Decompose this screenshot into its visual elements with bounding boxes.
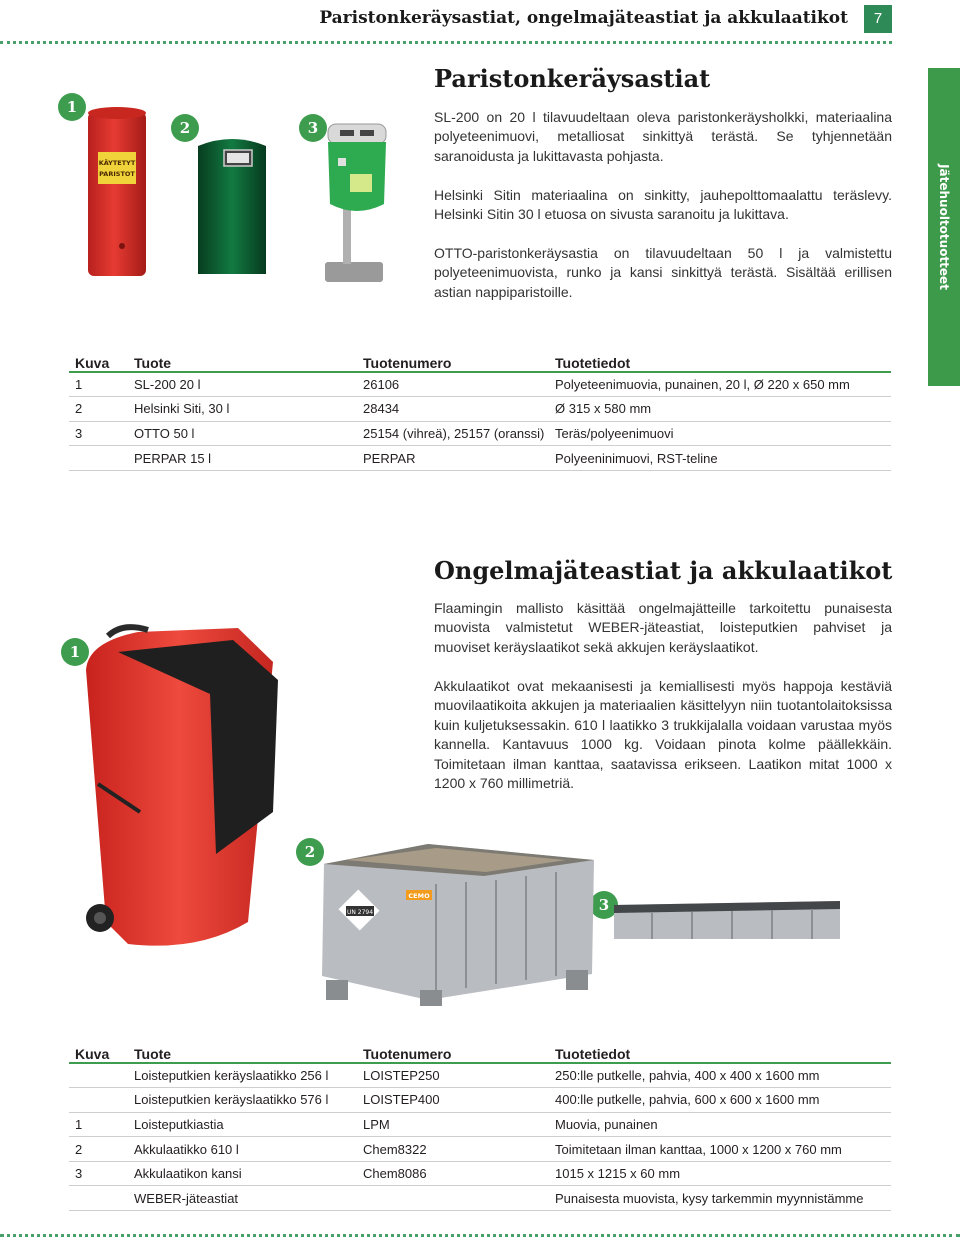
helsinki-siti-bin-image: [194, 132, 270, 278]
cell-tuote: Loisteputkien keräyslaatikko 256 l: [128, 1063, 357, 1088]
section2-title: Ongelmajäteastiat ja akkulaatikot: [434, 556, 893, 585]
sticker-text-line2: PARISTOT: [99, 170, 135, 178]
col-header-kuva: Kuva: [69, 1039, 128, 1063]
cell-tuotenumero: LOISTEP400: [357, 1088, 549, 1113]
cell-kuva: [69, 1186, 128, 1211]
cell-tuote: PERPAR 15 l: [128, 446, 357, 471]
cell-tuote: Loisteputkien keräyslaatikko 576 l: [128, 1088, 357, 1113]
product-badge-2: 2: [296, 838, 324, 866]
section2-paragraph-1: Flaamingin mallisto käsittää ongelmajätteille tarkoitettu punaisesta muovista valmistetut WEBER-jäteastiat, loisteputkien pahviset ja muoviset keräyslaatikot sekä akkujen keräyslaatikot.: [434, 600, 892, 655]
cell-tuotetiedot: Toimitetaan ilman kanttaa, 1000 x 1200 x 760 mm: [549, 1137, 891, 1162]
table-header-row: [69, 348, 891, 372]
product-badge-2: 2: [171, 114, 199, 142]
table-row: [69, 1186, 891, 1211]
cell-tuotenumero: 25154 (vihreä), 25157 (oranssi): [357, 421, 549, 446]
cell-tuotenumero: 28434: [357, 397, 549, 422]
section2-product-table: [69, 1039, 891, 1211]
cell-kuva: 3: [69, 1161, 128, 1186]
cell-tuotenumero: Chem8086: [357, 1161, 549, 1186]
cell-tuotenumero: [357, 1186, 549, 1211]
cell-tuotetiedot: Polyeteenimuovia, punainen, 20 l, Ø 220 x 650 mm: [549, 372, 891, 397]
cell-tuotenumero: Chem8322: [357, 1137, 549, 1162]
col-header-tuotenumero: Tuotenumero: [357, 348, 549, 372]
cell-tuotetiedot: Polyeeninimuovi, RST-teline: [549, 446, 891, 471]
sl200-battery-holder-image: [84, 104, 150, 282]
cell-tuote: Loisteputkiastia: [128, 1112, 357, 1137]
col-header-tuotetiedot: Tuotetiedot: [549, 1039, 891, 1063]
table-row: [69, 1063, 891, 1088]
table-row: [69, 1088, 891, 1113]
otto-battery-bin-image: [318, 122, 388, 284]
section1-paragraph-1: SL-200 on 20 l tilavuudeltaan oleva paristonkeräysholkki, materiaalina polyeteenimuovi, metalliosat sinkittyä terästä. Se tyhjennetään saranoidusta ja lukittavasta pohjasta.: [434, 109, 892, 164]
cell-kuva: [69, 1063, 128, 1088]
cell-tuotenumero: LOISTEP250: [357, 1063, 549, 1088]
page-header-title: Paristonkeräysastiat, ongelmajäteastiat ja akkulaatikot: [319, 8, 848, 28]
page-number: 7: [864, 5, 892, 33]
cell-kuva: 2: [69, 397, 128, 422]
cell-tuotetiedot: Punaisesta muovista, kysy tarkemmin myynnistämme: [549, 1186, 891, 1211]
product-badge-3: 3: [590, 891, 618, 919]
cell-tuotenumero: 26106: [357, 372, 549, 397]
battery-box-610-image: [316, 840, 598, 1008]
table-row: [69, 421, 891, 446]
section1-paragraph-2: Helsinki Sitin materiaalina on sinkitty, jauhepolttomaalattu teräslevy. Helsinki Sitin 30 l etuosa on sivusta saranoitu ja lukittava.: [434, 187, 892, 223]
cell-tuote: Helsinki Siti, 30 l: [128, 397, 357, 422]
cell-tuotetiedot: 250:lle putkelle, pahvia, 400 x 400 x 1600 mm: [549, 1063, 891, 1088]
col-header-kuva: Kuva: [69, 348, 128, 372]
header-divider: [0, 41, 892, 44]
cell-kuva: [69, 446, 128, 471]
cell-tuote: SL-200 20 l: [128, 372, 357, 397]
sticker-text-line1: KÄYTETYT: [98, 159, 136, 167]
table-row: [69, 1112, 891, 1137]
footer-divider: [0, 1234, 960, 1237]
cell-kuva: 2: [69, 1137, 128, 1162]
cell-tuote: OTTO 50 l: [128, 421, 357, 446]
product-badge-1: 1: [58, 93, 86, 121]
cell-tuotetiedot: Ø 315 x 580 mm: [549, 397, 891, 422]
cell-tuotenumero: PERPAR: [357, 446, 549, 471]
cell-kuva: 1: [69, 372, 128, 397]
section1-product-table: [69, 348, 891, 471]
table-row: [69, 1161, 891, 1186]
box-brand-label: CEMO: [408, 892, 430, 900]
cell-tuotetiedot: 400:lle putkelle, pahvia, 600 x 600 x 1600 mm: [549, 1088, 891, 1113]
col-header-tuotenumero: Tuotenumero: [357, 1039, 549, 1063]
cell-tuotetiedot: Muovia, punainen: [549, 1112, 891, 1137]
section2-paragraph-2: Akkulaatikot ovat mekaanisesti ja kemiallisesti myös happoja kestäviä muovilaatikoita akkujen ja materiaalien käsittelyyn niin tuotantolaitoksissa kuin kuljetuksessakin. 610 l laatikko 3 trukkijalalla voidaan varustaa myös kannella. Kantavuus 1000 kg. Voidaan pinota kolme päällekkäin. Toimitetaan ilman kanttaa, saatavissa erikseen. Laatikon mitat 1000 x 1200 x 760 millimetriä.: [434, 678, 892, 792]
side-tab-label: Jätehuoltotuotteet: [937, 164, 951, 290]
table-row: [69, 1137, 891, 1162]
cell-tuote: WEBER-jäteastiat: [128, 1186, 357, 1211]
table-row: [69, 446, 891, 471]
table-row: [69, 372, 891, 397]
cell-kuva: [69, 1088, 128, 1113]
cell-tuotenumero: LPM: [357, 1112, 549, 1137]
cell-tuote: Akkulaatikko 610 l: [128, 1137, 357, 1162]
table-row: [69, 397, 891, 422]
section1-title: Paristonkeräysastiat: [434, 64, 711, 93]
cell-tuotetiedot: 1015 x 1215 x 60 mm: [549, 1161, 891, 1186]
cell-tuote: Akkulaatikon kansi: [128, 1161, 357, 1186]
product-badge-1: 1: [61, 638, 89, 666]
side-category-tab[interactable]: [928, 68, 960, 386]
col-header-tuote: Tuote: [128, 348, 357, 372]
col-header-tuote: Tuote: [128, 1039, 357, 1063]
battery-box-lid-image: [612, 895, 842, 941]
product-badge-3: 3: [299, 114, 327, 142]
section1-paragraph-3: OTTO-paristonkeräysastia on tilavuudeltaan 50 l ja valmistettu polyeteenimuovista, runko ja kansi sinkittyä terästä. Sisältää erillisen astian nappiparistoille.: [434, 245, 892, 300]
cell-kuva: 1: [69, 1112, 128, 1137]
cell-tuotetiedot: Teräs/polyeenimuovi: [549, 421, 891, 446]
weber-waste-bin-image: [78, 622, 288, 952]
cell-kuva: 3: [69, 421, 128, 446]
table-header-row: [69, 1039, 891, 1063]
box-un-label: UN 2794: [346, 909, 374, 916]
col-header-tuotetiedot: Tuotetiedot: [549, 348, 891, 372]
